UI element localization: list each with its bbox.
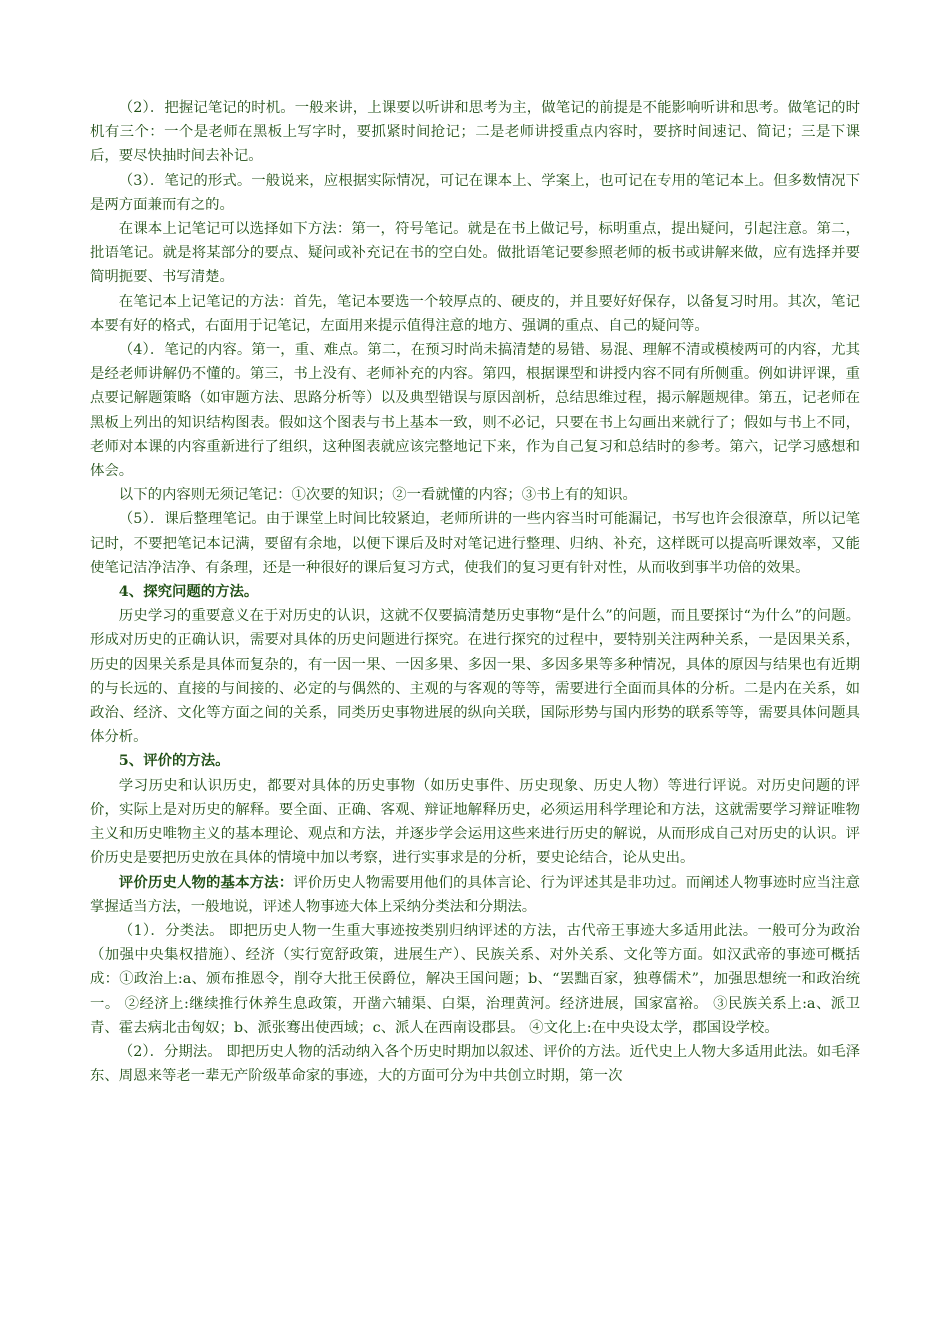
document-page [90, 96, 860, 1088]
paragraph-period-method: （2）．分期法。 即把历史人物的活动纳入各个历史时期加以叙述、评价的方法。近代史上人物大多适用此法。如毛泽东、周恩来等老一辈无产阶级革命家的事迹，大的方面可分为中共创立时期，第一次 [90, 1043, 860, 1085]
paragraph-note-timing: （2）．把握记笔记的时机。一般来讲，上课要以听讲和思考为主，做笔记的前提是不能影响听讲和思考。做笔记的时机有三个：一个是老师在黑板上写字时，要抓紧时间抢记；二是老师讲授重点内容时，要挤时间速记、简记；三是下课后，要尽快抽时间去补记。 [90, 100, 860, 165]
paragraph-organize-notes: （5）．课后整理笔记。由于课堂上时间比较紧迫，老师所讲的一些内容当时可能漏记，书写也许会很潦草，所以记笔记时，不要把笔记本记满，要留有余地，以便下课后及时对笔记进行整理、归纳、补充，这样既可以提高听课效率，又能使笔记洁净洁净、有条理，还是一种很好的课后复习方式，使我们的复习更有针对性，从而收到事半功倍的效果。 [90, 511, 860, 576]
heading-inquiry-method: 4、探究问题的方法。 [118, 583, 259, 601]
paragraph-no-notes-needed: 以下的内容则无须记笔记：①次要的知识；②一看就懂的内容；③书上有的知识。 [118, 487, 637, 504]
paragraph-figure-evaluation [90, 871, 860, 919]
paragraph-note-form: （3）．笔记的形式。一般说来，应根据实际情况，可记在课本上、学案上，也可记在专用的笔记本上。但多数情况下是两方面兼而有之的。 [90, 172, 860, 213]
paragraph-evaluation: 学习历史和认识历史，都要对具体的历史事物（如历史事件、历史现象、历史人物）等进行评说。对历史问题的评价，实际上是对历史的解释。要全面、正确、客观、辩证地解释历史，必须运用科学理论和方法，这就需要学习辩证唯物主义和历史唯物主义的基本理论、观点和方法，并逐步学会运用这些来进行历史的解说，从而形成自己对历史的认识。评价历史是要把历史放在具体的情境中加以考察，进行实事求是的分析，要史论结合，论从史出。 [90, 777, 860, 867]
paragraph-textbook-notes: 在课本上记笔记可以选择如下方法：第一，符号笔记。就是在书上做记号，标明重点，提出疑问，引起注意。第二，批语笔记。就是将某部分的要点、疑问或补充记在书的空白处。做批语笔记要参照老师的板书或讲解来做，应有选择并要简明扼要、书写清楚。 [90, 221, 860, 286]
heading-evaluation-method: 5、评价的方法。 [118, 752, 230, 770]
bold-lead-text: 评价历史人物的基本方法： [118, 873, 294, 891]
paragraph-body: 评价历史人物需要用他们的具体言论、行为评述其是非功过。而阐述人物事迹时应当注意掌握适当方法，一般地说，评述人物事迹大体上采纳分类法和分期法。 [90, 874, 860, 915]
paragraph-inquiry: 历史学习的重要意义在于对历史的认识，这就不仅要搞清楚历史事物“是什么”的问题，而且要探讨“为什么”的问题。形成对历史的正确认识，需要对具体的历史问题进行探究。在进行探究的过程中，要特别关注两种关系，一是因果关系，历史的因果关系是具体而复杂的，有一因一果、一因多果、多因一果、多因多果等多种情况，具体的原因与结果也有近期的与长远的、直接的与间接的、必定的与偶然的、主观的与客观的等等，需要进行全面而具体的分析。二是内在关系，如政治、经济、文化等方面之间的关系，同类历史事物进展的纵向关联，国际形势与国内形势的联系等等，需要具体问题具体分析。 [90, 608, 860, 746]
paragraph-notebook-notes: 在笔记本上记笔记的方法：首先，笔记本要选一个较厚点的、硬皮的，并且要好好保存，以备复习时用。其次，笔记本要有好的格式，右面用于记笔记，左面用来提示值得注意的地方、强调的重点、自己的疑问等。 [90, 293, 860, 334]
paragraph-note-content: （4）．笔记的内容。第一，重、难点。第二，在预习时尚未搞清楚的易错、易混、理解不清或模棱两可的内容，尤其是经老师讲解仍不懂的。第三，书上没有、老师补充的内容。第四，根据课型和讲授内容不同有所侧重。例如讲评课，重点要记解题策略（如审题方法、思路分析等）以及典型错误与原因剖析，总结思维过程，揭示解题规律。第五，记老师在黑板上列出的知识结构图表。假如这个图表与书上基本一致，则不必记，只要在书上勾画出来就行了；假如与书上不同，老师对本课的内容重新进行了组织，这种图表就应该完整地记下来，作为自己复习和总结时的参考。第六，记学习感想和体会。 [90, 342, 860, 480]
paragraph-classification-method: （1）．分类法。 即把历史人物一生重大事迹按类别归纳评述的方法，古代帝王事迹大多适用此法。一般可分为政治（加强中央集权措施）、经济（实行宽舒政策，进展生产）、民族关系、对外关系、文化等方面。如汉武帝的事迹可概括成：①政治上:a、颁布推恩令，削夺大批王侯爵位，解决王国问题；b、“罢黜百家，独尊儒术”，加强思想统一和政治统一。 ②经济上:继续推行休养生息政策，开凿六辅渠、白渠，治理黄河。经济进展，国家富裕。 ③民族关系上:a、派卫青、霍去病北击匈奴；b、派张骞出使西域；c、派人在西南设郡县。 ④文化上:在中央设太学，郡国设学校。 [90, 922, 860, 1036]
